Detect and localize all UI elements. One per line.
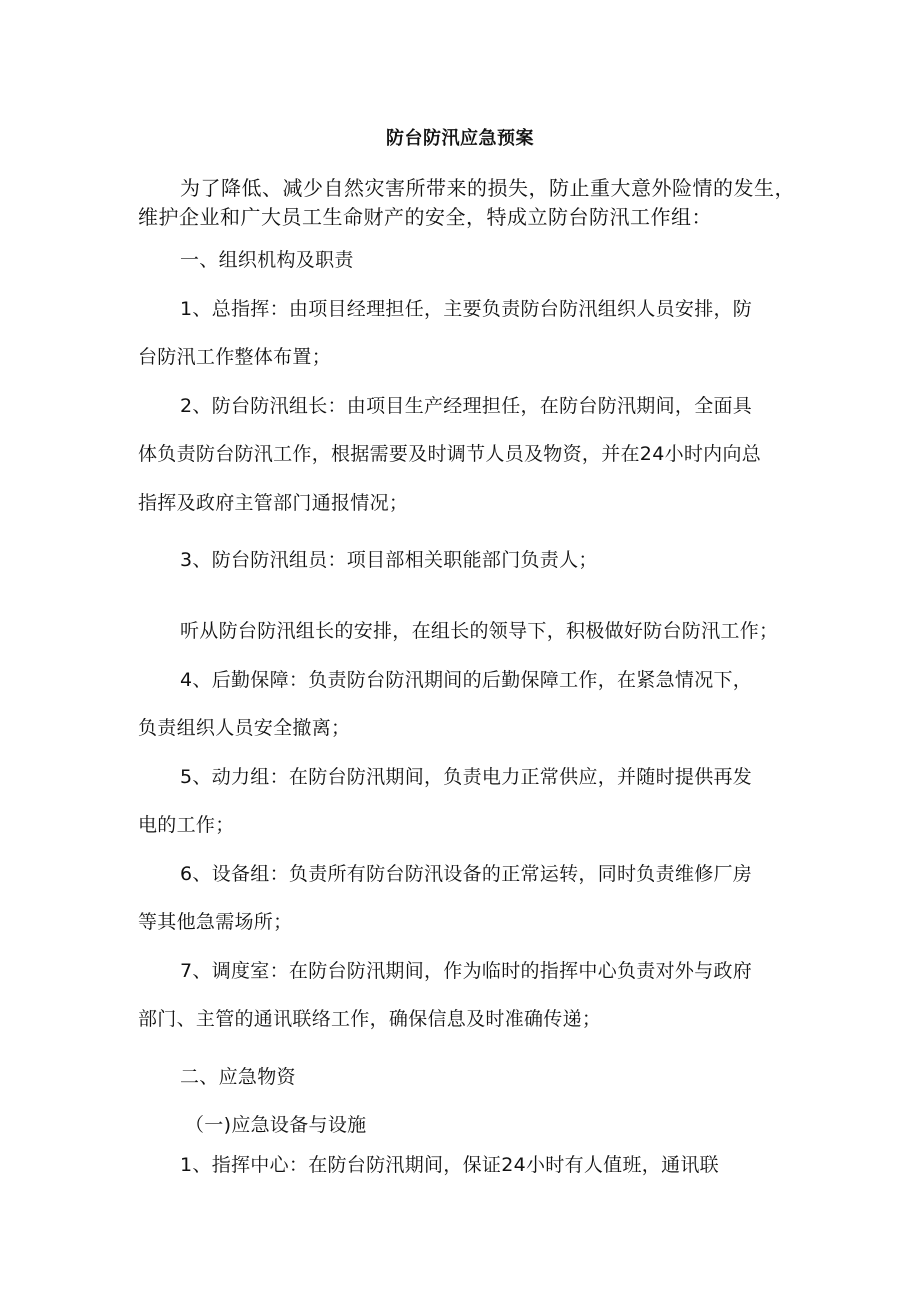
section-2-heading: 二、应急物资 <box>180 1066 296 1088</box>
item-4-line-1: 4、后勤保障：负责防台防汛期间的后勤保障工作，在紧急情况下， <box>180 669 753 691</box>
item-7-line-2: 部门、主管的通讯联络工作，确保信息及时准确传递； <box>138 1008 602 1030</box>
facility-1-line: 1、指挥中心：在防台防汛期间，保证24小时有人值班，通讯联 <box>180 1154 719 1176</box>
item-6-line-1: 6、设备组：负责所有防台防汛设备的正常运转，同时负责维修厂房 <box>180 863 753 885</box>
item-1-line-1: 1、总指挥：由项目经理担任，主要负责防台防汛组织人员安排，防 <box>180 298 753 320</box>
subsection-1-heading: （一)应急设备与设施 <box>185 1114 367 1136</box>
item-1-line-2: 台防汛工作整体布置； <box>138 346 332 368</box>
document-title: 防台防汛应急预案 <box>386 128 534 149</box>
item-2-line-2: 体负责防台防汛工作，根据需要及时调节人员及物资，并在24小时内向总 <box>138 443 762 465</box>
item-2-line-3: 指挥及政府主管部门通报情况； <box>138 492 409 514</box>
item-3-line: 3、防台防汛组员：项目部相关职能部门负责人； <box>180 549 598 571</box>
item-2-line-1: 2、防台防汛组长：由项目生产经理担任，在防台防汛期间，全面具 <box>180 395 753 417</box>
intro-line-2: 维护企业和广大员工生命财产的安全，特成立防台防汛工作组： <box>138 205 712 229</box>
section-1-heading: 一、组织机构及职责 <box>180 249 354 271</box>
item-4-line-2: 负责组织人员安全撤离； <box>138 717 351 739</box>
item-5-line-2: 电的工作； <box>138 814 235 836</box>
item-7-line-1: 7、调度室：在防台防汛期间，作为临时的指挥中心负责对外与政府 <box>180 960 753 982</box>
item-6-line-2: 等其他急需场所； <box>138 911 293 933</box>
item-3-detail: 听从防台防汛组长的安排，在组长的领导下，积极做好防台防汛工作； <box>180 620 779 642</box>
intro-line-1: 为了降低、减少自然灾害所带来的损失，防止重大意外险情的发生， <box>180 176 795 200</box>
item-5-line-1: 5、动力组：在防台防汛期间，负责电力正常供应，并随时提供再发 <box>180 766 753 788</box>
